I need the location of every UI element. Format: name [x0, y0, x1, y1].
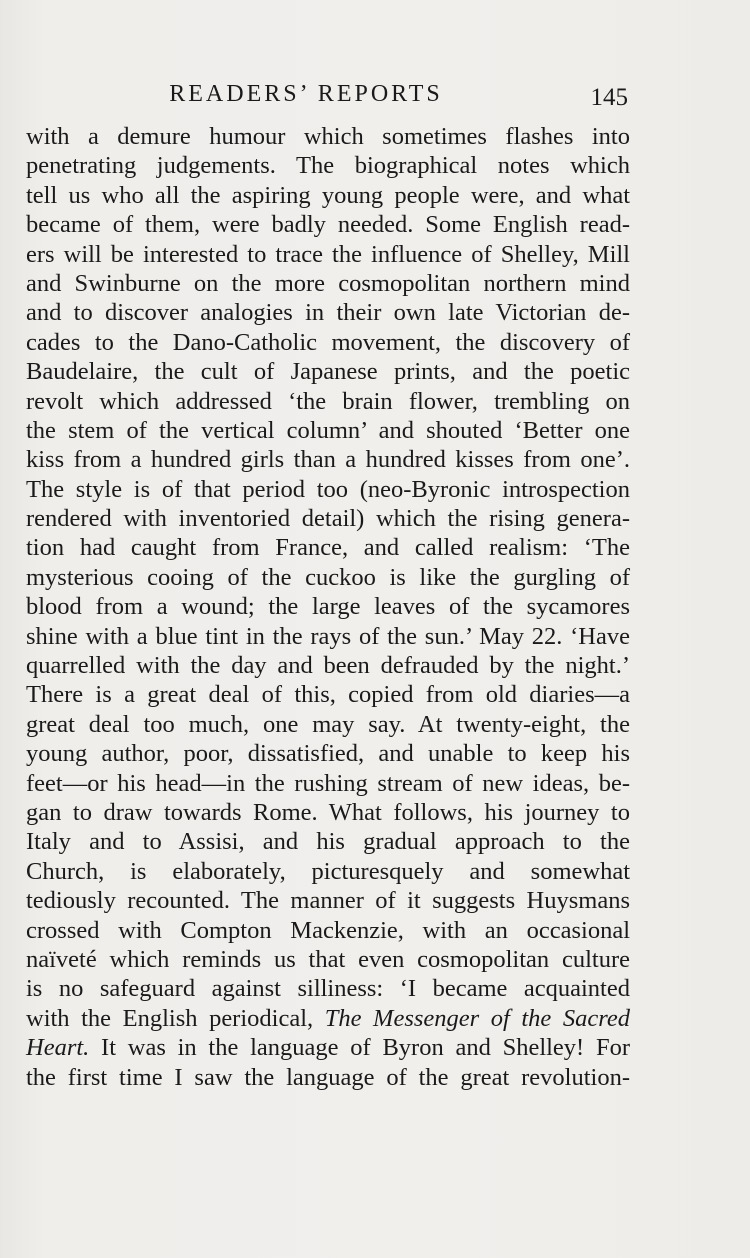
page-number: 145 [590, 84, 628, 111]
text-segment: The style is of that period too (neo-Byronic introspection [26, 475, 630, 503]
text-line [26, 445, 630, 474]
text-segment: the stem of the vertical column’ and shouted ‘Better one [26, 416, 630, 444]
text-line [26, 122, 630, 151]
text-line [26, 592, 630, 621]
text-line [26, 151, 630, 180]
text-line [26, 181, 630, 210]
text-segment: young author, poor, dissatisfied, and unable to keep his [26, 740, 630, 768]
text-line [26, 945, 630, 974]
text-line [26, 622, 630, 651]
text-segment: Baudelaire, the cult of Japanese prints, and the poetic [26, 358, 630, 386]
text-line [26, 651, 630, 680]
text-segment: It was in the language of Byron and Shelley! For [89, 1034, 630, 1062]
text-segment: great deal too much, one may say. At twenty-eight, the [26, 710, 630, 738]
text-segment: cades to the Dano-Catholic movement, the discovery of [26, 328, 630, 356]
text-segment: and Swinburne on the more cosmopolitan northern mind [26, 269, 630, 297]
text-segment: and to discover analogies in their own late Victorian de- [26, 299, 630, 327]
text-line [26, 298, 630, 327]
text-line [26, 886, 630, 915]
text-segment: the first time I saw the language of the great revolution- [26, 1063, 630, 1091]
text-line [26, 974, 630, 1003]
running-head: READERS’ REPORTS [169, 81, 443, 107]
italic-text: The Messenger of the Sacred [324, 1004, 630, 1032]
text-line [26, 739, 630, 768]
text-segment: tell us who all the aspiring young people were, and what [26, 181, 630, 209]
text-line [26, 710, 630, 739]
text-segment: shine with a blue tint in the rays of the sun.’ May 22. ‘Have [26, 622, 630, 650]
text-segment: kiss from a hundred girls than a hundred kisses from one’. [26, 446, 630, 474]
text-segment: feet—or his head—in the rushing stream of new ideas, be- [26, 769, 630, 797]
text-line [26, 240, 630, 269]
text-segment: tediously recounted. The manner of it suggests Huysmans [26, 887, 630, 915]
text-line [26, 328, 630, 357]
text-line [26, 563, 630, 592]
text-segment: with a demure humour which sometimes flashes into [26, 123, 630, 150]
text-line [26, 769, 630, 798]
text-line [26, 1004, 630, 1033]
text-line [26, 1063, 630, 1092]
text-line [26, 916, 630, 945]
text-line [26, 387, 630, 416]
text-segment: with the English periodical, [26, 1004, 325, 1032]
text-line [26, 798, 630, 827]
text-segment: blood from a wound; the large leaves of the sycamores [26, 593, 630, 621]
text-line [26, 416, 630, 445]
text-segment: is no safeguard against silliness: ‘I became acquainted [26, 975, 630, 1003]
text-line [26, 357, 630, 386]
text-segment: Italy and to Assisi, and his gradual approach to the [26, 828, 630, 856]
text-segment: tion had caught from France, and called realism: ‘The [26, 534, 630, 562]
text-segment: crossed with Compton Mackenzie, with an occasional [26, 916, 630, 944]
text-line [26, 1033, 630, 1062]
text-segment: mysterious cooing of the cuckoo is like the gurgling of [26, 563, 630, 591]
text-line [26, 827, 630, 856]
text-segment: naïveté which reminds us that even cosmopolitan culture [26, 945, 630, 973]
page-header [26, 76, 630, 112]
text-line [26, 269, 630, 298]
text-segment: became of them, were badly needed. Some English read- [26, 211, 630, 239]
text-segment: gan to draw towards Rome. What follows, his journey to [26, 798, 630, 826]
text-line [26, 857, 630, 886]
text-segment: rendered with inventoried detail) which the rising genera- [26, 505, 630, 533]
text-segment: penetrating judgements. The biographical notes which [26, 152, 630, 180]
text-segment: There is a great deal of this, copied from old diaries—a [26, 681, 630, 709]
text-line [26, 533, 630, 562]
text-segment: quarrelled with the day and been defrauded by the night.’ [26, 652, 630, 680]
text-line [26, 210, 630, 239]
text-segment: ers will be interested to trace the influence of Shelley, Mill [26, 240, 630, 268]
text-segment: Church, is elaborately, picturesquely and somewhat [26, 857, 630, 885]
text-line [26, 475, 630, 504]
text-segment: revolt which addressed ‘the brain flower, trembling on [26, 387, 630, 415]
italic-text: Heart. [26, 1034, 90, 1062]
text-line [26, 680, 630, 709]
body-text [26, 122, 630, 1092]
text-line [26, 504, 630, 533]
